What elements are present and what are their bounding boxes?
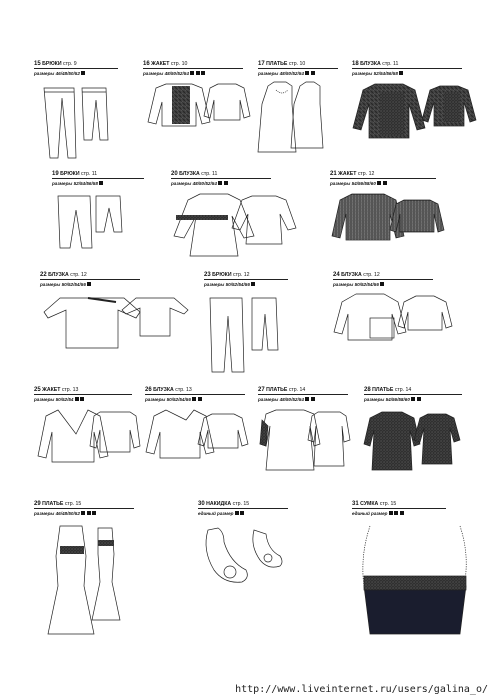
item-number: 18 [352, 61, 359, 67]
jacket-21-sketch [332, 194, 444, 240]
item-number: 16 [143, 61, 150, 67]
item-number: 31 [352, 501, 359, 507]
item-sizes: размеры 48/50/52/54 [143, 70, 189, 76]
item-name: БЛУЗКА [153, 387, 174, 393]
item-number: 29 [34, 501, 41, 507]
item-page: стр. 11 [382, 61, 399, 67]
item-sizes: единый размер [352, 510, 388, 516]
item-sizes: размеры 52/54/56/58 [352, 70, 398, 76]
item-number: 30 [198, 501, 205, 507]
item-page: стр. 15 [64, 501, 82, 507]
item-name: БРЮКИ [212, 272, 232, 278]
item-page: стр. 11 [201, 171, 218, 177]
item-page: стр. 13 [175, 387, 192, 393]
item-number: 21 [330, 171, 337, 177]
bag-31-sketch [363, 526, 466, 634]
scarf-30-sketch [206, 528, 282, 582]
item-page: стр. 10 [288, 61, 306, 67]
blouse-22-sketch [44, 298, 188, 348]
item-number: 26 [145, 387, 152, 393]
item-sizes: размеры 48/50/52/54 [258, 396, 304, 402]
item-number: 25 [34, 387, 41, 393]
item-name: ПЛАТЬЕ [266, 387, 288, 393]
jacket-25-sketch [38, 410, 140, 462]
item-name: ПЛАТЬЕ [266, 61, 288, 67]
item-page: стр. 13 [61, 387, 79, 393]
dress-17-sketch [258, 82, 323, 152]
item-number: 20 [171, 171, 178, 177]
dress-29-sketch [48, 526, 120, 634]
item-page: стр. 14 [288, 387, 306, 393]
trousers-23-sketch [210, 298, 278, 372]
item-sizes: размеры 50/52/54/56 [145, 396, 191, 402]
blouse-20-sketch [174, 194, 296, 256]
item-name: БЛУЗКА [179, 171, 200, 177]
item-name: БРЮКИ [42, 61, 62, 67]
item-number: 17 [258, 61, 265, 67]
item-sizes: размеры 54/56/58/60 [330, 180, 376, 186]
item-page: стр. 12 [70, 272, 87, 278]
item-sizes: размеры 46/48/50/52 [34, 70, 80, 76]
item-page: стр. 12 [357, 171, 375, 177]
item-name: БРЮКИ [60, 171, 80, 177]
item-page: стр. 12 [233, 272, 250, 278]
item-number: 15 [34, 61, 41, 67]
item-number: 27 [258, 387, 265, 393]
item-sizes: размеры 50/52/54/56 [40, 281, 86, 287]
trousers-15-sketch [44, 88, 108, 158]
dress-27-sketch [260, 410, 350, 470]
item-name: НАКИДКА [206, 501, 232, 507]
item-page: стр. 12 [363, 272, 380, 278]
item-number: 24 [333, 272, 340, 278]
item-sizes: размеры 46/48/50/52 [34, 510, 80, 516]
item-name: ЖАКЕТ [338, 171, 357, 177]
item-name: БЛУЗКА [48, 272, 69, 278]
blouse-24-sketch [334, 294, 452, 340]
item-sizes: размеры 48/50/52/54 [171, 180, 217, 186]
item-sizes: размеры 50/52/54/56 [333, 281, 379, 287]
trousers-19-sketch [58, 196, 122, 248]
item-name: ЖАКЕТ [42, 387, 61, 393]
item-sizes: размеры 50/52/54 [34, 396, 74, 402]
jacket-16-sketch [148, 84, 250, 126]
item-name: БЛУЗКА [360, 61, 381, 67]
item-name: БЛУЗКА [341, 272, 362, 278]
item-sizes: размеры 48/50/52/54 [258, 70, 304, 76]
item-name: СУМКА [360, 501, 379, 507]
item-page: стр. 14 [394, 387, 412, 393]
item-name: ЖАКЕТ [151, 61, 170, 67]
item-number: 28 [364, 387, 371, 393]
item-name: ПЛАТЬЕ [372, 387, 394, 393]
blouse-26-sketch [146, 410, 248, 458]
item-page: стр. 15 [379, 501, 397, 507]
item-number: 22 [40, 272, 47, 278]
item-number: 19 [52, 171, 59, 177]
item-sizes: размеры 54/56/58/60 [364, 396, 410, 402]
item-number: 23 [204, 272, 211, 278]
item-sizes: единый размер [198, 510, 234, 516]
source-url[interactable]: http://www.liveinternet.ru/users/galina_o/ [235, 684, 488, 695]
item-page: стр. 11 [81, 171, 98, 177]
item-name: ПЛАТЬЕ [42, 501, 64, 507]
item-sizes: размеры 50/52/54/56 [204, 281, 250, 287]
item-page: стр. 15 [232, 501, 250, 507]
item-sizes: размеры 52/54/56/58 [52, 180, 98, 186]
item-page: стр. 10 [170, 61, 188, 67]
dress-28-sketch [364, 412, 460, 470]
blouse-18-sketch [353, 84, 476, 138]
item-page: стр. 9 [63, 61, 77, 67]
